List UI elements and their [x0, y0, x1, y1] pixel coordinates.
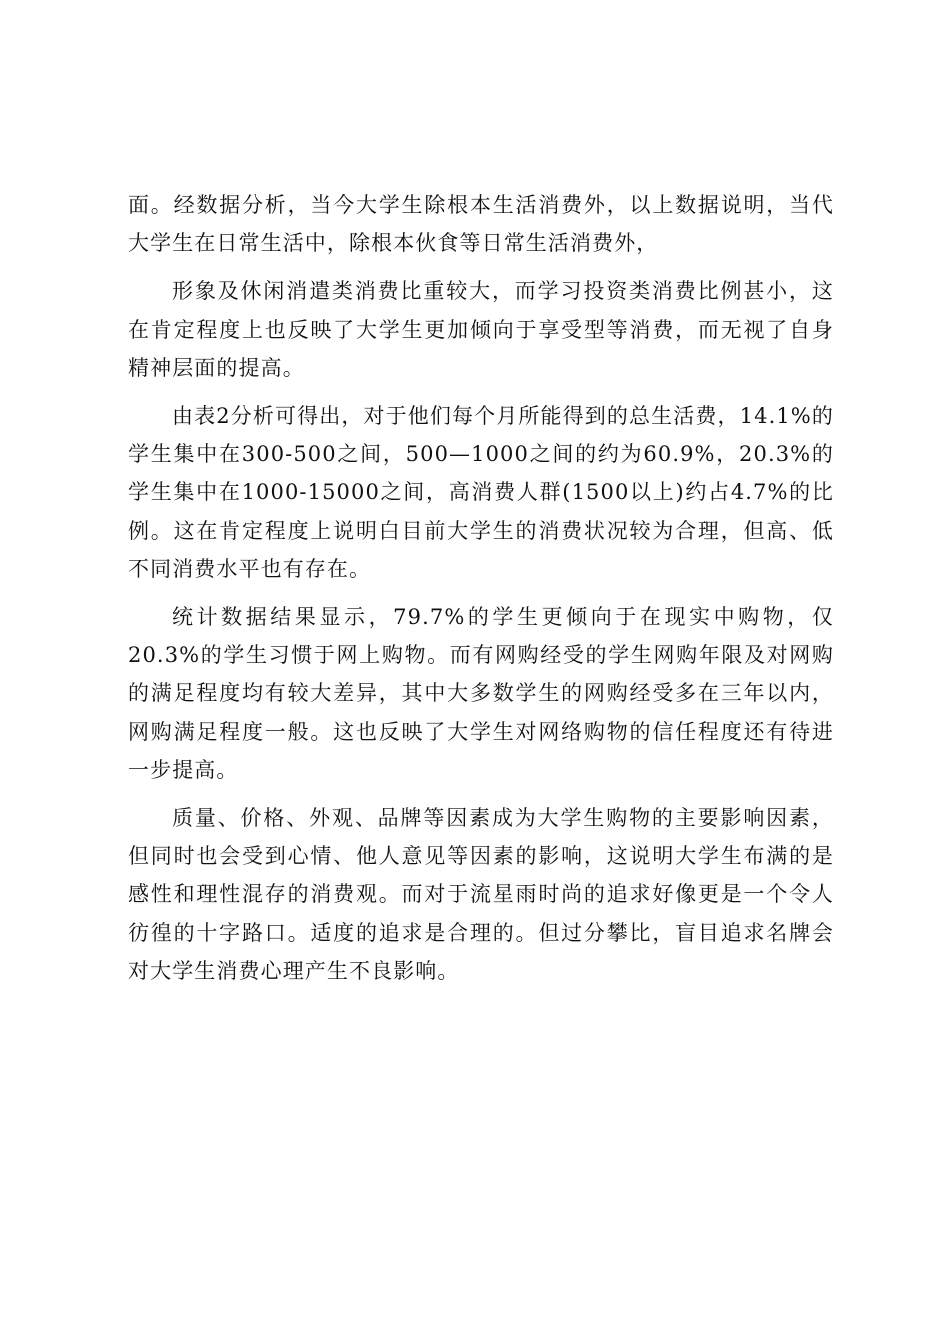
document-body — [128, 186, 834, 1000]
paragraph: 统计数据结果显示，79.7%的学生更倾向于在现实中购物，仅20.3%的学生习惯于网上购物。而有网购经受的学生网购年限及对网购的满足程度均有较大差异，其中大多数学生的网购经受多在三年以内，网购满足程度一般。这也反映了大学生对网络购物的信任程度还有待进一步提高。 — [128, 605, 834, 782]
paragraph: 形象及休闲消遣类消费比重较大，而学习投资类消费比例甚小，这在肯定程度上也反映了大学生更加倾向于享受型等消费，而无视了自身精神层面的提高。 — [128, 279, 834, 380]
paragraph: 由表2分析可得出，对于他们每个月所能得到的总生活费，14.1%的学生集中在300-500之间，500—1000之间的约为60.9%，20.3%的学生集中在1000-15000之间，高消费人群(1500以上)约占4.7%的比例。这在肯定程度上说明白目前大学生的消费状况较为合理，但高、低不同消费水平也有存在。 — [128, 404, 834, 581]
paragraph: 质量、价格、外观、品牌等因素成为大学生购物的主要影响因素，但同时也会受到心情、他人意见等因素的影响，这说明大学生布满的是感性和理性混存的消费观。而对于流星雨时尚的追求好像更是一个令人彷徨的十字路口。适度的追求是合理的。但过分攀比，盲目追求名牌会对大学生消费心理产生不良影响。 — [128, 806, 834, 983]
paragraph-continued: 面。经数据分析，当今大学生除根本生活消费外，以上数据说明，当代大学生在日常生活中，除根本伙食等日常生活消费外， — [128, 193, 834, 256]
